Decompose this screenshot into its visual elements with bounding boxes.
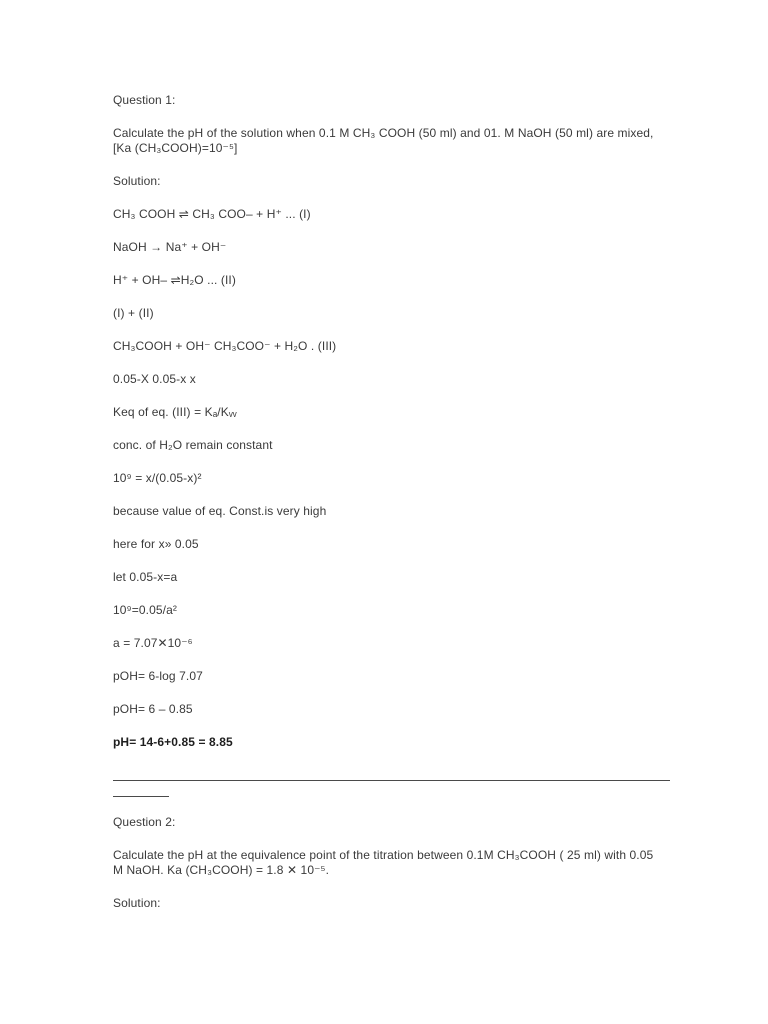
question-1-prompt-line-2: [Ka (CH₃COOH)=10⁻⁵] <box>113 141 238 155</box>
question-1-prompt-line-1: Calculate the pH of the solution when 0.1 M CH₃ COOH (50 ml) and 01. M NaOH (50 ml) are mixed, <box>113 126 654 140</box>
separator-rule-continuation <box>113 796 169 797</box>
equation-line: (I) + (II) <box>113 306 154 320</box>
equation-line: 10⁹=0.05/a² <box>113 603 177 617</box>
equation-line: CH₃ COOH ⇌ CH₃ COO– + H⁺ ... (I) <box>113 207 311 221</box>
question-2-prompt-line-1: Calculate the pH at the equivalence point of the titration between 0.1M CH₃COOH ( 25 ml) with 0.05 <box>113 848 654 862</box>
equation-line: let 0.05-x=a <box>113 570 178 584</box>
equation-line: NaOH → Na⁺ + OH⁻ <box>113 240 227 254</box>
solution-1-heading: Solution: <box>113 174 161 188</box>
equation-line: a = 7.07✕10⁻⁶ <box>113 636 193 650</box>
question-2-prompt-line-2: M NaOH. Ka (CH₃COOH) = 1.8 ✕ 10⁻⁵. <box>113 863 330 877</box>
equation-line: Keq of eq. (III) = Kₐ/Kᵥᵥ <box>113 405 237 419</box>
equation-line: conc. of H₂O remain constant <box>113 438 273 452</box>
equation-line: pOH= 6 – 0.85 <box>113 702 193 716</box>
equation-line: 0.05-X 0.05-x x <box>113 372 196 386</box>
equation-line: CH₃COOH + OH⁻ CH₃COO⁻ + H₂O . (III) <box>113 339 337 353</box>
final-answer: pH= 14-6+0.85 = 8.85 <box>113 735 233 749</box>
solution-2-heading: Solution: <box>113 896 161 910</box>
equation-line: pOH= 6-log 7.07 <box>113 669 203 683</box>
equation-line: 10⁹ = x/(0.05-x)² <box>113 471 202 485</box>
question-2-heading: Question 2: <box>113 815 176 829</box>
question-1-heading: Question 1: <box>113 93 176 107</box>
equation-line: H⁺ + OH– ⇌H₂O ... (II) <box>113 273 236 287</box>
equation-line: because value of eq. Const.is very high <box>113 504 327 518</box>
equation-line: here for x» 0.05 <box>113 537 199 551</box>
separator-rule <box>113 780 670 781</box>
